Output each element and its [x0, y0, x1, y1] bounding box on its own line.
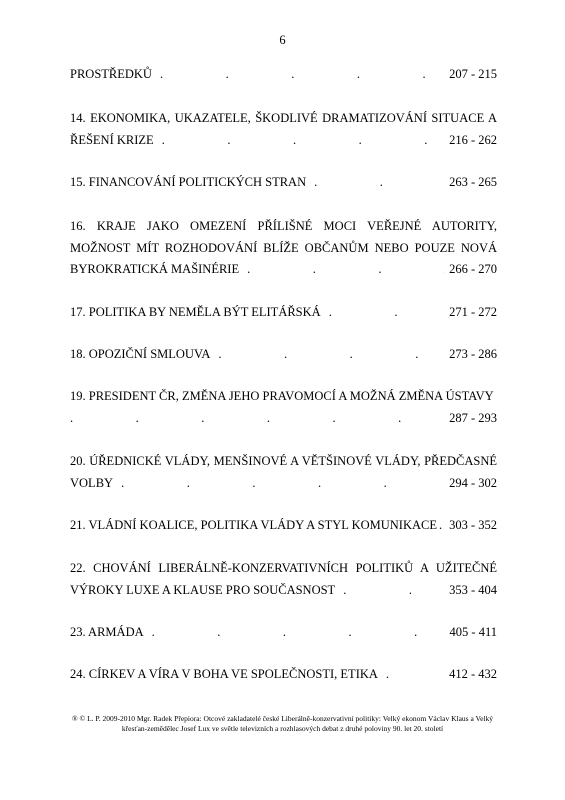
toc-entry-17	[70, 302, 497, 324]
toc-entry-pages: 263 - 265	[449, 175, 497, 189]
toc-entry-title: 21. VLÁDNÍ KOALICE, POLITIKA VLÁDY A STYL KOMUNIKACE	[70, 518, 437, 532]
toc-entry-title-line: 14. EKONOMIKA, UKAZATELE, ŠKODLIVÉ DRAMATIZOVÁNÍ SITUACE A	[70, 111, 497, 125]
toc-entry-prostredku	[70, 64, 497, 86]
toc-entry-pages: 266 - 270	[449, 262, 497, 276]
dot-leader	[378, 664, 445, 686]
toc-entry-15	[70, 172, 497, 194]
toc-entry-title-line: 19. PRESIDENT ČR, ZMĚNA JEHO PRAVOMOCÍ A MOŽNÁ ZMĚNA ÚSTAVY	[70, 389, 494, 403]
toc-entry-title: 24. CÍRKEV A VÍRA V BOHA VE SPOLEČNOSTI, ETIKA	[70, 667, 378, 681]
toc-entry-pages: 271 - 272	[449, 305, 497, 319]
toc-entry-20	[70, 451, 497, 494]
dot-leader	[239, 259, 445, 281]
dot-leader	[321, 302, 445, 324]
toc-entry-title: 23. ARMÁDA	[70, 625, 144, 639]
toc-entry-18	[70, 344, 497, 366]
toc-entry-title-line: 22. CHOVÁNÍ LIBERÁLNĚ-KONZERVATIVNÍCH POLITIKŮ A UŽITEČNÉ	[70, 561, 497, 575]
toc-entry-title-line: ŘEŠENÍ KRIZE	[70, 132, 154, 147]
toc-entry-title-line: VÝROKY LUXE A KLAUSE PRO SOUČASNOST	[70, 582, 336, 597]
dot-leader	[113, 473, 445, 495]
page-footer	[40, 714, 525, 734]
toc-entry-pages: 353 - 404	[449, 582, 497, 597]
dot-leader	[210, 344, 445, 366]
toc-entry-pages: 207 - 215	[449, 67, 497, 81]
toc-entry-pages: 294 - 302	[449, 475, 497, 490]
dot-leader	[335, 580, 445, 602]
toc-entry-title-line: VOLBY	[70, 475, 114, 490]
toc-entry-pages: 303 - 352	[449, 518, 497, 532]
dot-leader	[437, 515, 445, 537]
toc-entry-23	[70, 622, 497, 644]
dot-leader	[154, 130, 445, 152]
toc-entry-title: 15. FINANCOVÁNÍ POLITICKÝCH STRAN	[70, 175, 307, 189]
footer-line: ® © L. P. 2009-2010 Mgr. Radek Přepiora: Otcové zakladatelé české Liberálně-konzervativní politiky: Velký ekonom Václav Klaus a Velký	[71, 714, 494, 723]
toc-entry-title-line: 20. ÚŘEDNICKÉ VLÁDY, MENŠINOVÉ A VĚTŠINOVÉ VLÁDY, PŘEDČASNÉ	[70, 454, 497, 468]
toc-entry-21	[70, 515, 497, 537]
toc-entry-title: 17. POLITIKA BY NEMĚLA BÝT ELITÁŘSKÁ	[70, 305, 321, 319]
toc-entry-pages: 216 - 262	[449, 132, 497, 147]
toc-entry-title-line: MOŽNOST MÍT ROZHODOVÁNÍ BLÍŽE OBČANŮM NEBO POUZE NOVÁ	[70, 240, 497, 255]
toc-entry-pages: 412 - 432	[449, 667, 497, 681]
footer-line: křesťan-zemědělec Josef Lux ve světle televizních a rozhlasových debat z druhé poloviny 90. let 20. století	[121, 724, 444, 733]
toc-entry-pages: 405 - 411	[449, 625, 497, 639]
toc-entry-24	[70, 664, 497, 686]
toc-entry-title-line: 16. KRAJE JAKO OMEZENÍ PŘÍLIŠNÉ MOCI VEŘEJNÉ AUTORITY,	[70, 219, 497, 233]
dot-leader	[306, 172, 445, 194]
toc-entry-16	[70, 216, 497, 281]
toc-entry-19	[70, 386, 497, 429]
dot-leader	[70, 408, 445, 430]
toc-entry-pages: 273 - 286	[449, 347, 497, 361]
toc-entry-title: 18. OPOZIČNÍ SMLOUVA	[70, 347, 211, 361]
toc-entry-title-line: BYROKRATICKÁ MAŠINÉRIE	[70, 262, 240, 276]
page-number: 6	[279, 33, 286, 47]
toc-entry-22	[70, 558, 497, 601]
dot-leader	[144, 622, 446, 644]
toc-entry-pages: 287 - 293	[449, 410, 497, 425]
toc-entry-14	[70, 108, 497, 151]
dot-leader	[152, 64, 445, 86]
toc-entry-title: PROSTŘEDKŮ	[70, 67, 152, 81]
